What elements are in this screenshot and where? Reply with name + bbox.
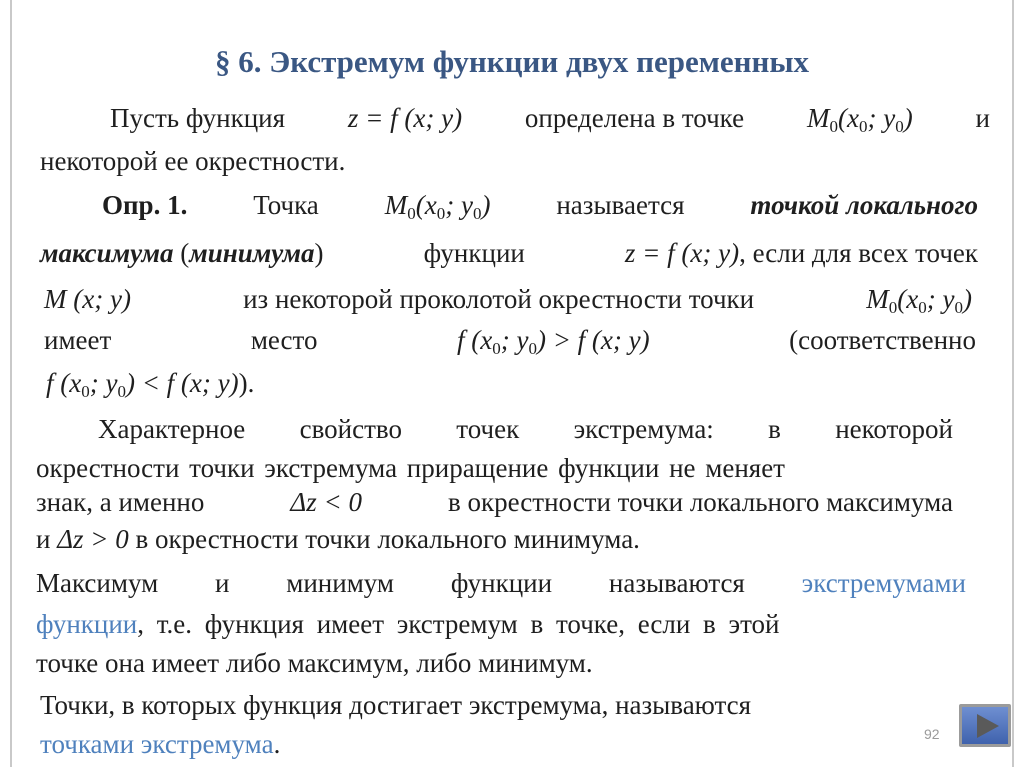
extrema-line-1: Максимум и минимум функции называются экстремумами [36, 568, 966, 598]
intro-text: и [975, 103, 990, 133]
property-line-1: Характерное свойство точек экстремума: в некоторой [98, 414, 953, 444]
play-triangle-icon [977, 714, 999, 738]
intro-line-2: некоторой ее окрестности. [40, 146, 346, 176]
definition-line-2: максимума (минимума) функции z = f (x; y), если для всех точек [40, 238, 978, 268]
page-number: 92 [924, 726, 940, 742]
formula-dz-positive: Δz > 0 [57, 524, 129, 554]
points-line-1: Точки, в которых функция достигает экстремума, называются [40, 690, 752, 720]
formula-M0: $M_0(x_0$; $y_0$) [866, 284, 972, 317]
term-maximum: максимума [40, 238, 174, 268]
extrema-line-3: точке она имеет либо максимум, либо минимум. [36, 648, 593, 678]
definition-line-1 [102, 190, 978, 221]
definition-text: называется [556, 190, 685, 220]
formula-M: M (x; y) [44, 284, 131, 314]
definition-text: из некоторой проколотой окрестности точки [243, 284, 755, 314]
formula-f-greater: f ($x_0$; $y_0) > f$ (x; y) [456, 325, 650, 358]
highlight-term-function: функции [36, 609, 138, 639]
definition-text: имеет [44, 325, 112, 355]
highlight-term-extremum-points: точками экстремума [40, 729, 274, 759]
intro-line-1 [110, 103, 990, 134]
definition-text: (соответственно [789, 325, 976, 355]
formula-M0: $M_0(x_0$; $y_0$) [806, 103, 913, 136]
formula-z-f: z = f (x; y) [624, 238, 740, 268]
right-edge-line [1012, 0, 1014, 767]
formula-f-less: f ($x_0$; $y_0) < f$ (x; y) [46, 368, 239, 401]
definition-text: Точка [253, 190, 319, 220]
formula-dz-negative: Δz < 0 [290, 487, 362, 517]
definition-line-5: f ($x_0$; $y_0) < f$ (x; y)). [46, 368, 255, 401]
highlight-term-extrema: экстремумами [801, 568, 966, 598]
definition-label: Опр. 1. [102, 190, 188, 220]
next-slide-button[interactable] [959, 704, 1011, 747]
intro-text: Пусть функция [110, 103, 286, 133]
property-line-4: и Δz > 0 в окрестности точки локального минимума. [36, 524, 640, 554]
definition-text: место [250, 325, 318, 355]
definition-text: функции [423, 238, 525, 268]
slide-title: § 6. Экстремум функции двух переменных [214, 44, 810, 79]
property-line-2: окрестности точки экстремума приращение функции не меняет [36, 453, 785, 483]
formula-z-f: z = f (x; y) [347, 103, 463, 133]
term-minimum: минимума [189, 238, 315, 268]
points-line-2: точками экстремума. [40, 729, 281, 759]
extrema-line-2: функции, т.е. функция имеет экстремум в точке, если в этой [36, 609, 780, 639]
term-local-max: точкой локального [750, 190, 978, 220]
left-edge-line [10, 0, 12, 767]
formula-M0: $M_0(x_0$; $y_0$) [384, 190, 491, 223]
definition-line-3 [44, 284, 972, 315]
intro-text: определена в точке [524, 103, 745, 133]
definition-line-4 [44, 325, 976, 356]
property-line-3: знак, а именно Δz < 0 в окрестности точки локального максимума [36, 487, 953, 517]
